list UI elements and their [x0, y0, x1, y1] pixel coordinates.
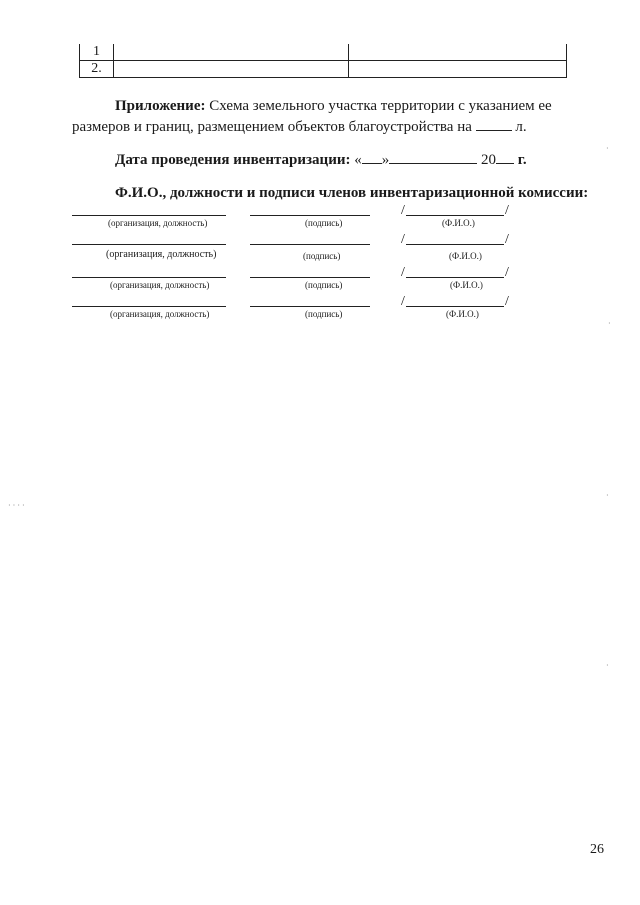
scan-speck: ·: [606, 144, 609, 153]
fio-line: [406, 244, 504, 245]
signature-row: [0, 204, 640, 232]
slash: /: [505, 203, 509, 218]
signature-row: [0, 233, 640, 261]
org-caption: (организация, должность): [108, 218, 208, 228]
slash: /: [401, 265, 405, 280]
org-caption: (организация, должность): [110, 309, 210, 319]
signature-line: [250, 215, 370, 216]
signature-row: [0, 266, 640, 294]
fio-line: [406, 306, 504, 307]
scan-speck: ·: [606, 491, 609, 500]
quote-close: »: [381, 152, 390, 168]
appendix-text-cont: размеров и границ, размещением объектов благоустройства на: [72, 119, 476, 135]
fio-line: [406, 277, 504, 278]
row-number: 2.: [80, 61, 114, 78]
fio-caption: (Ф.И.О.): [446, 309, 479, 319]
scan-speck: ·: [608, 319, 611, 328]
slash: /: [401, 294, 405, 309]
appendix-paragraph: [72, 97, 592, 137]
signature-caption: (подпись): [305, 218, 343, 228]
slash: /: [505, 232, 509, 247]
table-row: [80, 61, 567, 78]
slash: /: [505, 265, 509, 280]
table-cell: [114, 44, 349, 61]
org-line: [72, 277, 226, 278]
signature-line: [250, 306, 370, 307]
signature-line: [250, 244, 370, 245]
slash: /: [401, 232, 405, 247]
month-blank: [389, 149, 477, 164]
day-blank: [362, 149, 382, 164]
org-line: [72, 306, 226, 307]
org-caption: (организация, должность): [110, 280, 210, 290]
signature-line: [250, 277, 370, 278]
row-number: 1: [80, 44, 114, 61]
year-prefix: 20: [477, 152, 496, 168]
org-caption: (организация, должность): [106, 249, 217, 260]
signature-caption: (подпись): [305, 280, 343, 290]
fio-caption: (Ф.И.О.): [449, 251, 482, 261]
scan-speck: · · · ·: [8, 501, 25, 510]
sheets-unit: л.: [511, 119, 527, 135]
date-label: Дата проведения инвентаризации:: [115, 152, 351, 168]
year-suffix: г.: [513, 152, 527, 168]
slash: /: [401, 203, 405, 218]
fio-caption: (Ф.И.О.): [450, 280, 483, 290]
org-line: [72, 215, 226, 216]
fio-line: [406, 215, 504, 216]
inventory-date: [115, 149, 635, 170]
signature-row: [0, 295, 640, 323]
table-cell: [349, 61, 567, 78]
signature-caption: (подпись): [305, 309, 343, 319]
appendix-label: Приложение:: [115, 98, 206, 114]
scan-speck: ·: [606, 661, 609, 670]
page-number: 26: [590, 842, 604, 857]
table-row: [80, 44, 567, 61]
appendix-text: Схема земельного участка территории с указанием ее: [205, 98, 552, 114]
commission-title: Ф.И.О., должности и подписи членов инвентаризационной комиссии:: [115, 185, 589, 201]
signature-caption: (подпись): [303, 251, 341, 261]
inventory-table: [79, 44, 567, 78]
org-line: [72, 244, 226, 245]
quote-open: «: [350, 152, 362, 168]
fio-caption: (Ф.И.О.): [442, 218, 475, 228]
table-cell: [349, 44, 567, 61]
slash: /: [505, 294, 509, 309]
table-cell: [114, 61, 349, 78]
sheets-blank: [476, 116, 512, 131]
year-blank: [496, 149, 514, 164]
